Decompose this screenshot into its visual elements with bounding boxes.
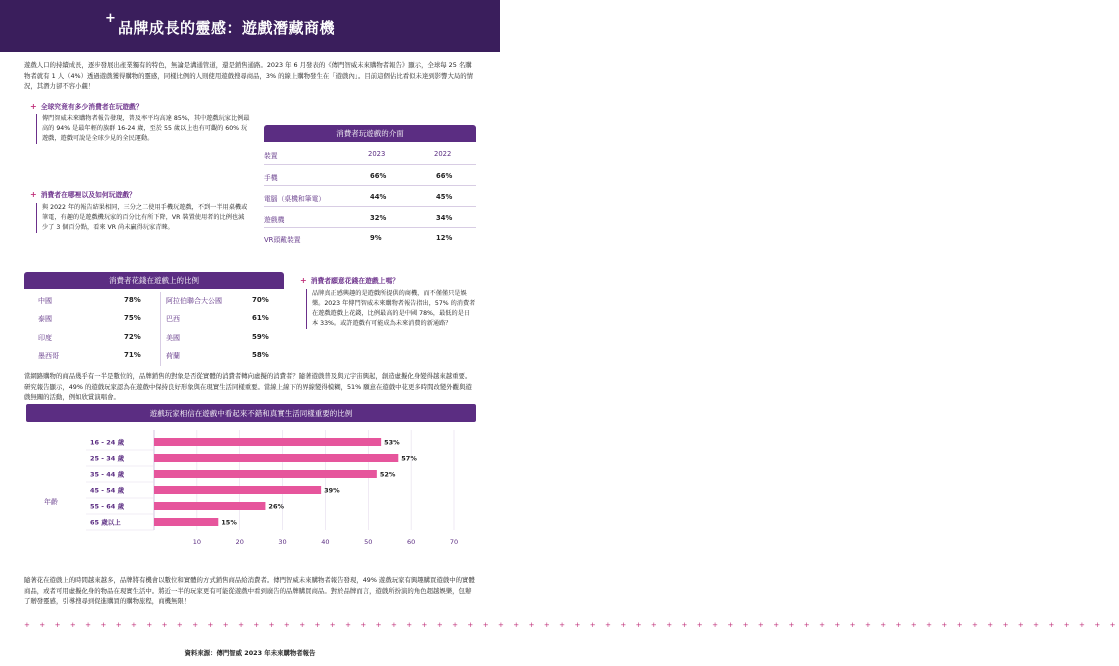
device-label: 遊戲機	[264, 216, 285, 224]
value-label: 15%	[221, 518, 237, 527]
title-banner	[0, 0, 500, 52]
q3-heading	[300, 275, 399, 285]
x-tick-label: 30	[278, 538, 287, 546]
q1-text: 傳門智威未來購物者報告發現，普及率平均高達 85%，其中遊戲玩家比例最高的 94% 是最年輕的族群 16-24 歲，至於 55 歲以上也有可觀的 60% 玩遊戲，遊戲可說是全球少見的全民運動。	[36, 114, 250, 144]
country-value: 58%	[252, 351, 269, 359]
devices-panel-title: 消費者玩遊戲的介面	[264, 125, 476, 142]
plus-icon: +	[30, 102, 37, 111]
plus-icon: +	[300, 276, 307, 285]
country-value: 59%	[252, 333, 269, 341]
age-chart	[26, 404, 476, 569]
divider	[264, 185, 476, 186]
category-label: 25 - 34 歲	[90, 454, 125, 463]
plus-icon: +	[30, 190, 37, 199]
value-label: 26%	[268, 502, 284, 511]
divider	[264, 164, 476, 165]
q2-heading	[30, 189, 136, 199]
q3-title: 消費者願意花錢在遊戲上嗎？	[310, 277, 400, 285]
country-label: 美國	[166, 334, 180, 342]
value-2022: 12%	[436, 234, 453, 242]
x-tick-label: 20	[235, 538, 244, 546]
device-label: 電腦（桌機和筆電）	[264, 195, 326, 203]
divider	[264, 227, 476, 228]
value-2023: 9%	[370, 234, 382, 242]
country-label: 印度	[38, 334, 52, 342]
country-label: 墨西哥	[38, 352, 59, 360]
x-tick-label: 50	[364, 538, 373, 546]
value-2023: 44%	[370, 193, 387, 201]
decorative-plus-row: + + + + + + + + + + + + + + + + + + + + + + + + + + + + + + + + + + + + + + + + + + + + + + + + + + + + + + + + + + + + + + + + + + + + + + + +	[24, 621, 1119, 629]
value-2023: 66%	[370, 172, 387, 180]
bottom-paragraph: 隨著花在遊戲上的時間越來越多，品牌將有機會以數位和實體的方式銷售商品給消費者。傳門智威未來購物者報告發現，49% 遊戲玩家有興趣購買遊戲中的實體商品，或者可用虛擬化身的物品在現實生活中。將近一半的玩家更有可能從遊戲中看到廣告的品牌購買商品。對於品牌而言，遊戲所扮演的角色超越娛樂，包辦了贈發靈感，引導搜尋到促進購買的購物旅程，商機無限！	[24, 576, 475, 605]
device-label: 手機	[264, 174, 278, 182]
spending-panel-title: 消費者花錢在遊戲上的比例	[24, 272, 284, 289]
category-label: 35 - 44 歲	[90, 470, 125, 479]
value-label: 53%	[384, 438, 400, 447]
q1-title: 全球究竟有多少消費者在玩遊戲？	[40, 103, 143, 111]
country-label: 泰國	[38, 315, 52, 323]
source-footer: 資料來源：傳門智威 2023 年未來購物者報告	[184, 649, 316, 657]
q2-title: 消費者在哪裡以及如何玩遊戲？	[40, 191, 136, 199]
mid-paragraph: 當網路購物的商品幾乎有一半是數位的，品牌銷售的對象是否從實體的消費者轉向虛擬的消費者？隨著遊戲普及與元宇宙興起，創造虛擬化身變得越來越重要。研究報告顯示，49% 的遊戲玩家認為在遊戲中保持良好形象與在現實生活同樣重要。當線上線下的界線變得模糊，51% 願意在遊戲中花更多時間改變外觀與遊戲無關的活動，例如欣賞演唱會。	[24, 372, 472, 401]
country-label: 巴西	[166, 315, 180, 323]
divider	[160, 292, 161, 366]
table-row	[264, 193, 476, 204]
chart-title: 遊戲玩家相信在遊戲中看起來不錯和真實生活同樣重要的比例	[149, 409, 353, 418]
y-axis-label: 年齡	[44, 498, 58, 506]
country-label: 荷蘭	[166, 352, 180, 360]
q1-heading	[30, 101, 143, 111]
header-2022: 2022	[434, 150, 452, 158]
value-label: 52%	[379, 470, 396, 479]
country-label: 中國	[38, 297, 52, 305]
table-row	[264, 234, 476, 245]
value-label: 57%	[401, 454, 417, 463]
value-2023: 32%	[370, 214, 387, 222]
q2-text: 與 2022 年的報告結果相同，三分之二使用手機玩遊戲，不到一半用桌機或筆電，有趣的是遊戲機玩家的百分比有所下降，VR 裝置使用者的比例也減少了 3 個百分點，看來 VR 尚未贏得玩家青睞。	[36, 203, 250, 233]
bar	[154, 438, 381, 446]
bar	[154, 470, 377, 478]
country-value: 75%	[124, 314, 141, 322]
value-2022: 66%	[436, 172, 453, 180]
country-value: 70%	[252, 296, 269, 304]
table-row	[264, 172, 476, 183]
x-tick-label: 60	[407, 538, 416, 546]
device-label: VR頭戴裝置	[264, 236, 301, 244]
value-2022: 45%	[436, 193, 453, 201]
divider	[264, 206, 476, 207]
bar	[154, 502, 265, 510]
x-tick-label: 70	[449, 538, 459, 546]
category-label: 45 - 54 歲	[90, 486, 125, 495]
category-label: 16 - 24 歲	[90, 438, 125, 447]
plus-icon: +	[105, 11, 116, 26]
bar	[154, 518, 218, 526]
category-label: 55 - 64 歲	[90, 502, 125, 511]
category-label: 65 歲以上	[90, 518, 121, 527]
intro-paragraph: 遊戲人口的持續成長，逐步發展出產業獨有的特色，無論是溝通管道，還是銷售通路。2023 年 6 月發表的《傳門智威未來購物者報告》顯示，全球每 25 名購物者就有 1 人（4%）透過遊戲獲得購物的靈感，同樣比例的人則使用遊戲搜尋商品，3% 的線上購物發生在「遊戲內」。目前這個佔比看似未達到影響大局的情況，其潛力卻不容小覷！	[24, 61, 474, 90]
bar	[154, 454, 398, 462]
country-value: 78%	[124, 296, 141, 304]
table-row	[264, 214, 476, 225]
page-title: 品牌成長的靈感：遊戲潛藏商機	[118, 19, 336, 37]
country-value: 61%	[252, 314, 269, 322]
header-2023: 2023	[368, 150, 386, 158]
bar	[154, 486, 321, 494]
header-device: 裝置	[264, 152, 278, 160]
value-label: 39%	[324, 486, 340, 495]
country-value: 71%	[124, 351, 141, 359]
table-header-row	[264, 150, 476, 161]
q3-text: 品牌真正感興趣的是遊戲所提供的商機，而不僅僅只是娛樂。2023 年傳門智威未來購物者報告指出，57% 的消費者在遊戲遊戲上花錢，比例最高的是中國 78%，最低的是日本 33%。或許遊戲有可能成為未來消費的新通路？	[306, 289, 476, 329]
x-tick-label: 10	[192, 538, 201, 546]
country-value: 72%	[124, 333, 141, 341]
value-2022: 34%	[436, 214, 453, 222]
devices-table	[264, 150, 476, 246]
country-label: 阿拉伯聯合大公國	[166, 297, 222, 305]
x-tick-label: 40	[321, 538, 330, 546]
age-bar-chart	[26, 404, 476, 569]
